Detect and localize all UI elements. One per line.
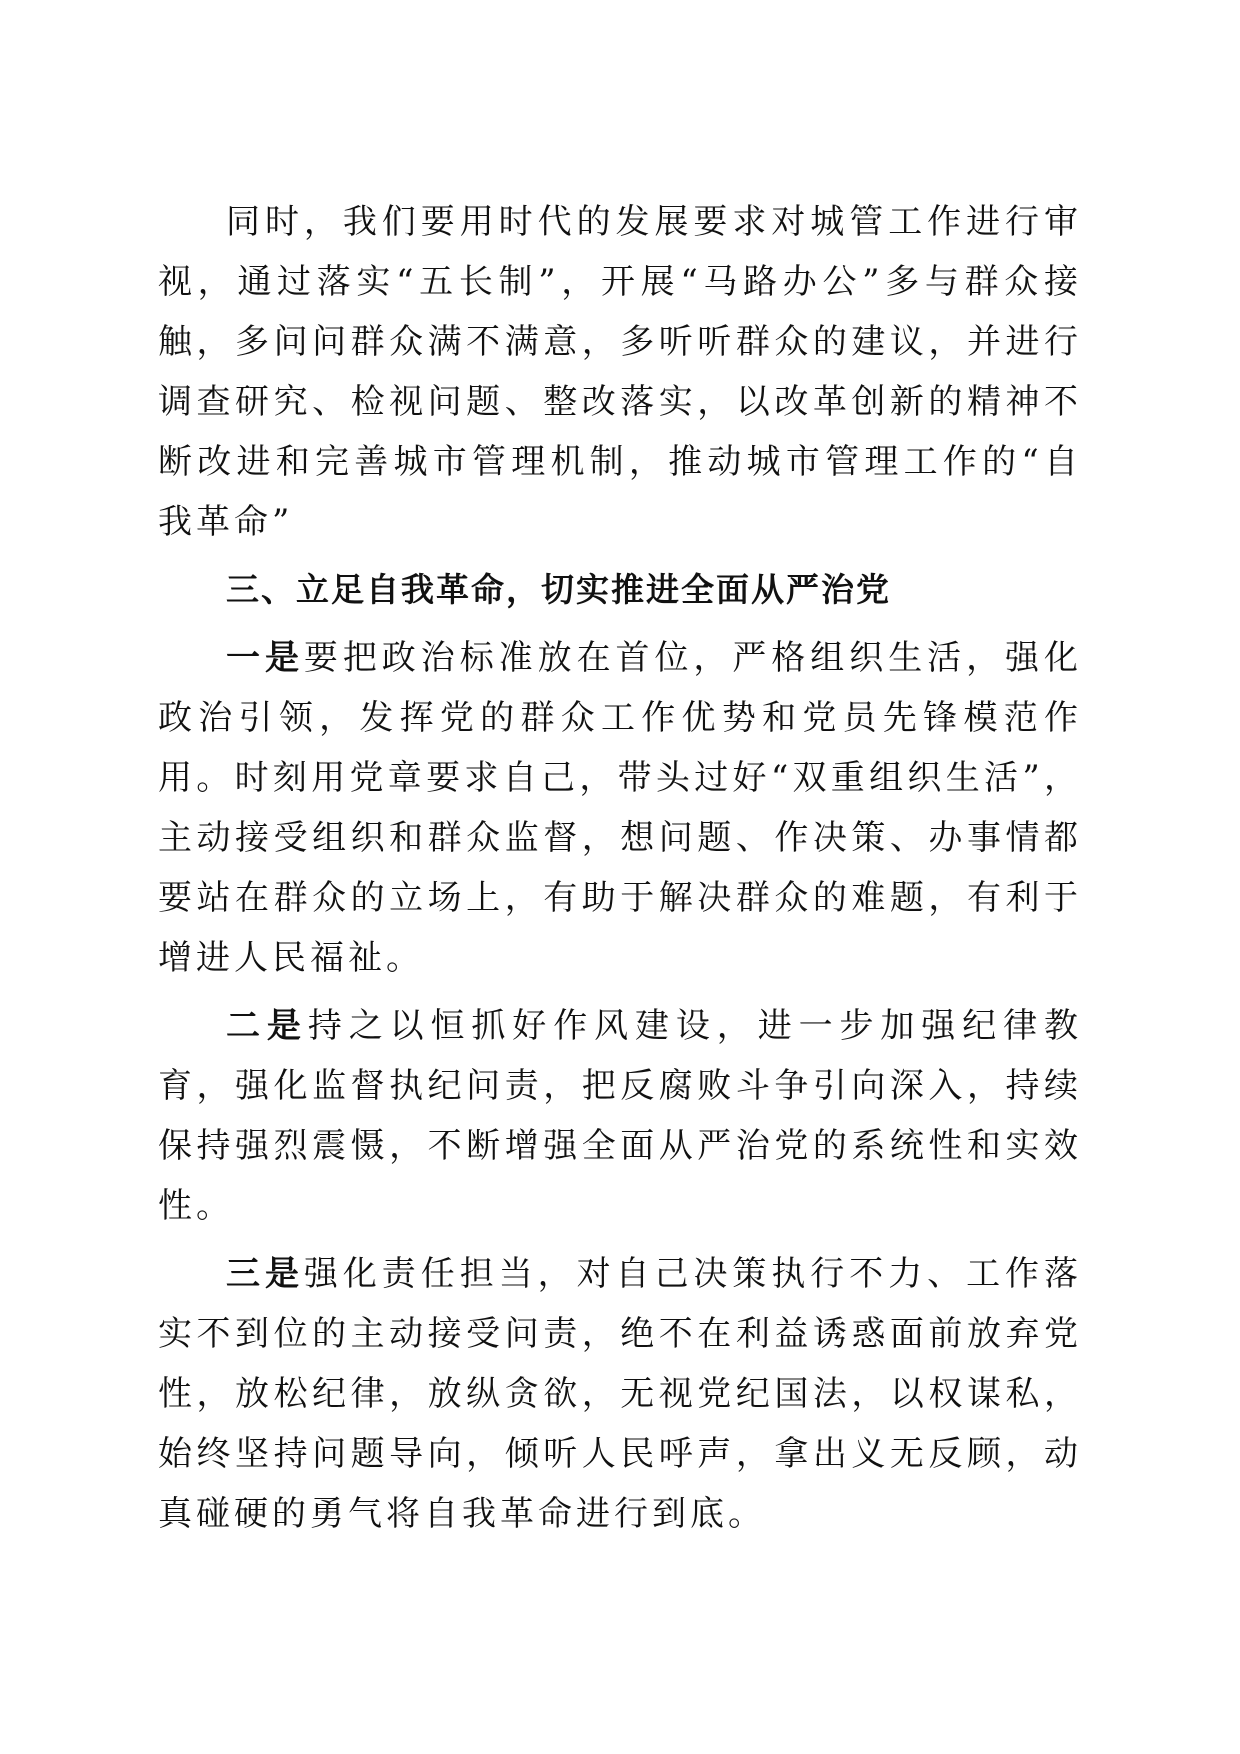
item-text: 要把政治标准放在首位，严格组织生活，强化政治引领，发挥党的群众工作优势和党员先锋模范作用。时刻用党章要求自己，带头过好“双重组织生活”，主动接受组织和群众监督，想问题、作决策、办事情都要站在群众的立场上，有助于解决群众的难题，有利于增进人民福祉。 [158, 638, 1082, 978]
item-lead: 一是 [226, 638, 304, 678]
list-item [158, 996, 1082, 1236]
list-item [158, 1244, 1082, 1544]
document-page [158, 192, 1082, 1544]
body-paragraph: 同时，我们要用时代的发展要求对城管工作进行审视，通过落实“五长制”，开展“马路办公”多与群众接触，多问问群众满不满意，多听听群众的建议，并进行调查研究、检视问题、整改落实，以改革创新的精神不断改进和完善城市管理机制，推动城市管理工作的“自我革命” [158, 202, 1082, 542]
item-text: 持之以恒抓好作风建设，进一步加强纪律教育，强化监督执纪问责，把反腐败斗争引向深入，持续保持强烈震慑，不断增强全面从严治党的系统性和实效性。 [158, 1006, 1083, 1226]
item-lead: 三是 [226, 1254, 304, 1294]
item-text: 强化责任担当，对自己决策执行不力、工作落实不到位的主动接受问责，绝不在利益诱惑面前放弃党性，放松纪律，放纵贪欲，无视党纪国法，以权谋私，始终坚持问题导向，倾听人民呼声，拿出义无反顾，动真碰硬的勇气将自我革命进行到底。 [158, 1254, 1082, 1534]
section-heading: 三、立足自我革命，切实推进全面从严治党 [226, 570, 891, 609]
list-item [158, 628, 1082, 988]
item-lead: 二是 [226, 1006, 308, 1046]
